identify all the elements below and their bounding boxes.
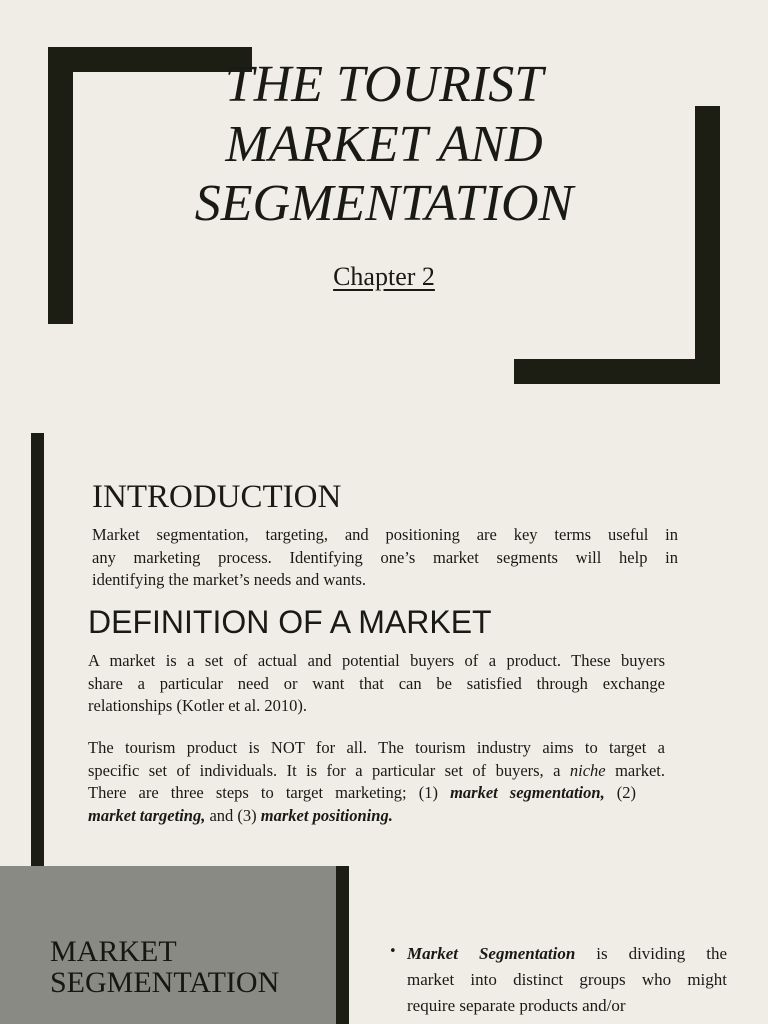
step-market-targeting: market targeting, — [88, 805, 206, 825]
step-3-connector: and (3) — [209, 805, 257, 825]
tourism-paragraph — [88, 737, 665, 827]
tourism-line-1: The tourism product is NOT for all. The tourism industry aims to target a — [88, 738, 665, 757]
tourism-line-3-text: There are three steps to target marketing; (1) — [88, 783, 438, 802]
slide-title-line-1: THE TOURIST — [224, 56, 544, 113]
section-title-line-1: MARKET — [50, 935, 177, 968]
definition-heading: DEFINITION OF A MARKET — [88, 604, 492, 640]
tourism-market-word: market. — [615, 760, 665, 780]
definition-paragraph — [88, 650, 665, 718]
niche-term: niche — [569, 760, 606, 780]
tourism-line-2 — [88, 760, 665, 783]
bullet-line-3: require separate products and/or — [407, 996, 626, 1015]
tourism-line-4 — [88, 805, 665, 828]
section-title — [50, 936, 279, 998]
section-title-line-2: SEGMENTATION — [50, 966, 280, 999]
bullet-line-1-text: is dividing the — [596, 944, 727, 963]
step-2-number: (2) — [616, 783, 637, 802]
bullet-line-1 — [407, 941, 727, 967]
intro-paragraph — [92, 524, 678, 592]
slide-title-line-2: MARKET AND — [225, 116, 543, 173]
bullet-item — [407, 941, 727, 1019]
left-accent-bar — [31, 433, 44, 866]
panel-accent-bar — [336, 866, 349, 1024]
intro-line-3: identifying the market’s needs and wants. — [92, 570, 367, 589]
intro-line-2: any marketing process. Identifying one’s market segments will help in — [92, 547, 678, 567]
intro-heading: INTRODUCTION — [92, 479, 342, 515]
frame-bracket-bottom-right-horizontal — [514, 359, 720, 384]
bullet-term: Market Segmentation — [407, 944, 576, 963]
definition-line-2: share a particular need or want that can be satisfied through exchange — [88, 673, 665, 693]
slide-subtitle: Chapter 2 — [333, 262, 435, 291]
definition-line-3: relationships (Kotler et al. 2010). — [88, 696, 308, 715]
tourism-line-2-text: specific set of individuals. It is for a particular set of buyers, a — [88, 760, 561, 780]
tourism-line-3 — [88, 782, 636, 805]
step-market-segmentation: market segmentation, — [450, 783, 605, 802]
bullet-icon: • — [389, 944, 397, 959]
step-market-positioning: market positioning. — [260, 805, 393, 825]
slide-title-line-3: SEGMENTATION — [194, 175, 574, 232]
bullet-line-2: market into distinct groups who might — [407, 970, 727, 989]
definition-line-1: A market is a set of actual and potential buyers of a product. These buyers — [88, 651, 665, 670]
intro-line-1: Market segmentation, targeting, and positioning are key terms useful in — [92, 525, 678, 544]
